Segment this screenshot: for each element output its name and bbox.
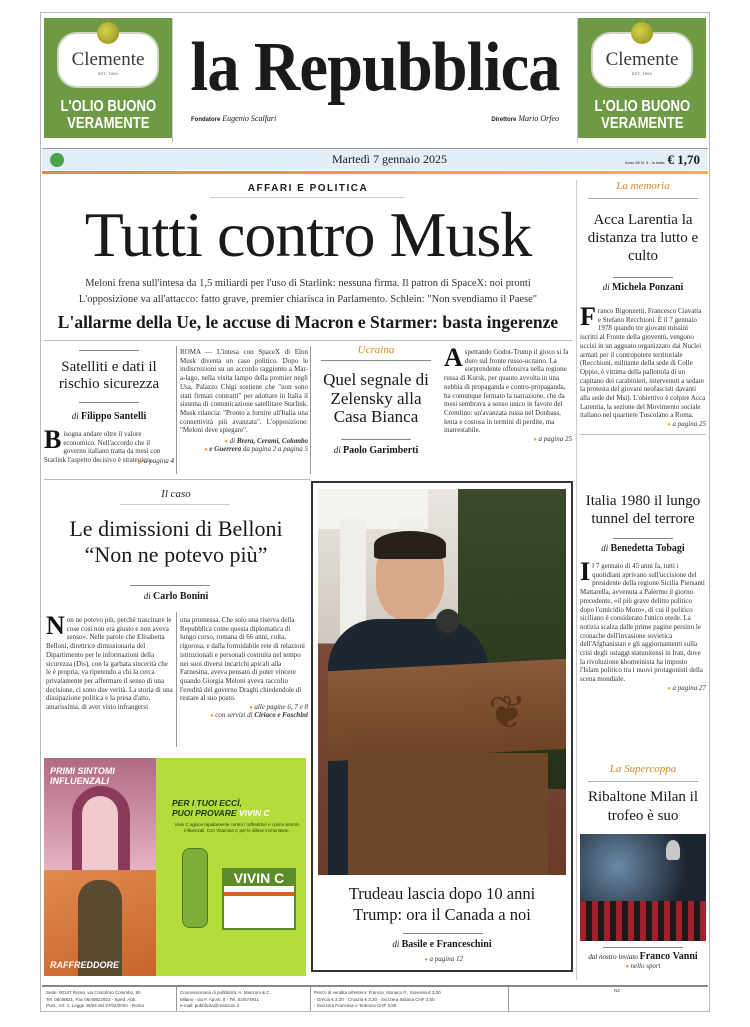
divider: [120, 504, 230, 505]
section-label: Il caso: [161, 488, 191, 500]
byline: di Paolo Garimberti: [333, 445, 419, 457]
footer-advertising: Concessionaria di pubblicità: A. Manzoni & C. Milano - via F. Aporti, 8 - Tel. 02/574941 e-mail: pubblicita@manzoni.it: [180, 990, 271, 1008]
footer-address: Sede: 00147 Roma, via Cristoforo Colombo, 90 Tel. 06/49821, Fax 06/49822923 - Sped. Abb. Post., Art. 1, Legge 46/04 del 27/02/2004 - Roma: [46, 990, 144, 1008]
services: ● con servizi di Ciriaco e Foschini: [180, 711, 308, 719]
article-headline[interactable]: Quel segnale di Zelensky alla Casa Bianca: [323, 370, 429, 427]
clemente-logo: [591, 32, 693, 88]
divider: [210, 197, 405, 198]
ad-brand: Clemente: [71, 48, 145, 70]
trudeau-headline[interactable]: Trudeau lascia dopo 10 anni Trump: ora il Canada a noi: [348, 884, 536, 924]
milan-photo[interactable]: [580, 834, 706, 941]
trudeau-feature: [311, 481, 573, 972]
ad-est: EST. 1885: [97, 70, 119, 76]
price-box: [625, 152, 700, 168]
article-body: Bisogna andare oltre il valore economico. Nell'accordo che il governo italiano tratta da mesi con Starlink l'aspetto decisivo è strategico.: [44, 425, 161, 465]
article-satelliti: [44, 342, 174, 465]
founder: Fondatore Eugenio Scalfari: [191, 114, 277, 123]
byline: di Carlo Bonini: [143, 591, 209, 602]
page-ref[interactable]: ● alle pagine 6, 7 e 8: [180, 703, 308, 711]
page-ref[interactable]: ● a pagina 25: [444, 435, 572, 443]
header-ad-right[interactable]: [578, 18, 706, 138]
director: Direttore Mario Orfeo: [491, 114, 559, 123]
ad-headline: PER I TUOI ECCÌ, PUOI PROVARE VIVIN C: [172, 798, 270, 818]
ad-est: EST. 1885: [631, 70, 653, 76]
divider: [176, 987, 177, 1011]
article-ucraina-body: [444, 343, 572, 444]
column-divider: [576, 180, 577, 980]
header-ad-left[interactable]: [44, 18, 172, 138]
divider: [310, 346, 311, 474]
byline: ● di Brera, Cerami, Colombo: [180, 437, 308, 445]
byline: di Michela Ponzani: [602, 282, 684, 293]
issue-date: Martedì 7 gennaio 2025: [331, 152, 447, 166]
newspaper-title[interactable]: la Repubblica: [190, 29, 560, 106]
recycle-icon: [50, 153, 64, 167]
lead-kicker: AFFARI E POLITICA: [247, 183, 369, 194]
sidebar-supercoppa: [580, 763, 706, 970]
issue-info: Anno 50 N. 5 - in Italia: [624, 159, 665, 165]
clemente-logo: [57, 32, 159, 88]
ad-slogan: L'OLIO BUONO VERAMENTE: [594, 98, 690, 132]
sidebar-italia1980: [580, 492, 706, 692]
second-headline[interactable]: L'allarme della Ue, le accuse di Macron e Starmer: basta ingerenze: [57, 312, 559, 332]
date-bar: [42, 148, 708, 170]
article-body: Aspettando Godot-Trump il gioco si fa duro sul fronte russo-ucraino. La sorprendente offensiva nella regione russa di Kursk, per quanto avvolta in una nebbia di propaganda e contro-propaganda, ha comunque fermato la narrazione, che da mesi sembrava a senso unico in favore del Cremlino: un'avanzata russa nel Donbass, lenta e costosa in termini di perdite, ma inarrestabile.: [444, 343, 569, 435]
maple-leaf-icon: ❦: [488, 685, 527, 739]
ad-slogan: L'OLIO BUONO VERAMENTE: [60, 98, 156, 132]
article-body: ROMA — L'intesa con SpaceX di Elon Musk diventa un caso politico. Dopo le indiscrezioni su un accordo raggiunto a Mar-a-lago, nella visita lampo della premier negli Usa, Palazzo Chigi sostiene che "non sono stati firmati contratti" per adottare in Italia il sistema di comunicazione satellitare Starlink. Musk rilancia: "Pronto a fornire all'Italia una connettività più avanzata". L'opposizione: "Meloni deve spiegare".: [180, 348, 308, 435]
vivin-c-ad[interactable]: [44, 758, 306, 976]
section-label: La Supercoppa: [609, 763, 677, 775]
page-ref[interactable]: ● e Guerrera da pagina 2 a pagina 5: [180, 445, 308, 453]
divider: [176, 346, 177, 474]
sidebar-memoria: [580, 180, 706, 435]
byline: di Basile e Franceschini: [392, 939, 492, 950]
microphone: [436, 609, 460, 633]
article-ucraina: [312, 342, 440, 456]
page-ref[interactable]: ● a pagina 12: [313, 955, 463, 963]
footer-code: NZ: [614, 988, 620, 993]
byline: dal nostro inviato Franco Vanni: [588, 951, 698, 962]
footer-divider: [42, 985, 708, 987]
article-headline[interactable]: Acca Larentia la distanza tra lutto e culto: [587, 212, 699, 264]
section-label: Ucraina: [357, 344, 395, 356]
lead-headline[interactable]: Tutti contro Musk: [84, 199, 532, 270]
divider: [310, 987, 311, 1011]
ad-brand: Clemente: [605, 48, 679, 70]
page-ref[interactable]: ● nello sport: [580, 962, 706, 970]
olive-icon: [97, 22, 119, 44]
ad-mascot: [182, 848, 208, 928]
article-headline[interactable]: Ribaltone Milan il trofeo è suo: [588, 789, 698, 824]
podium: [328, 659, 566, 761]
divider: [176, 612, 177, 747]
page-ref[interactable]: ● a pagina 4: [44, 457, 174, 465]
divider: [403, 933, 483, 934]
footer-prices: Prezzi di vendita all'estero: Francia, Monaco P., Slovenia € 3,00 - Grecia € 3,20 - Croazia € 3,20 - Svizzera Italiana CHF 3,50 - Svizzera Francese e Tedesca CHF 3,80: [314, 990, 441, 1008]
article-roma: [180, 348, 308, 453]
belloni-headline[interactable]: Le dimissioni di Belloni “Non ne potevo più”: [69, 516, 283, 567]
ad-cold: RAFFREDDORE: [50, 960, 119, 970]
divider: [130, 585, 210, 586]
article-body: Franco Bigonzetti, Francesco Ciavatta e Stefano Recchioni. È il 7 gennaio 1978 quando tre giovani missini iscritti al Fronte della gioventù, vengono uccisi in un agguato organizzato dai Nuclei armati per il contropotere territoriale (Recchioni, militante della sede di Colle Oppio, è vittima della pallottola di un capitano dei carabinieri, intervenuti a sedare la protesta dei giovani neofascisti davanti alla sede del Msi). L'obiettivo è colpire Acca Larentia, la sezione del Movimento sociale italiano nel quartiere Tuscolano a Roma.: [580, 302, 706, 420]
section-label: La memoria: [616, 180, 670, 192]
divider: [508, 987, 509, 1011]
ad-copy: Vivin C agisce rapidamente contro i raffreddori e i primi sintomi influenzali. Con Vitamina C per le difese immunitarie.: [174, 822, 300, 833]
ad-symptoms: PRIMI SINTOMI INFLUENZALI: [50, 766, 115, 786]
article-headline[interactable]: Italia 1980 il lungo tunnel del terrore: [585, 493, 701, 527]
byline: di Benedetta Tobagi: [601, 543, 685, 554]
article-body-col2: una promessa. Che solo una riserva della Repubblica come questa diplomatica di lungo corso, romana di 66 anni, colta, rigorosa, e dalla formidabile rete di relazioni istituzionali e personali costruita nel tempo nei suoi diversi incarichi apicali alla Farnesina, aveva pensato di poter vincere quando Giorgia Meloni aveva raccolto l'eredità del governo Draghi chiedendole di restare al suo posto. ● alle pagine 6, 7 e 8 ● con servizi di Ciriaco e Foschini: [180, 616, 308, 719]
article-body: Non ne potevo più, perché trascinare le cose così non era giusto e non aveva senso». Nelle parole che Elisabetta Belloni, direttrice dimissionaria del Dipartimento per le informazioni della sicurezza (Dis), con la garbata sincerità che le è propria, va ripetendo a chi la cerca privatamente per affermare il senso di una decisione, ci sono due verità. La storia di una dissipazione politica e la presa d'atto, amarissima, di aver visto infrangersi: [46, 611, 173, 712]
page-ref[interactable]: ● a pagina 25: [580, 420, 706, 428]
masthead: [172, 18, 578, 143]
orange-divider: [42, 171, 708, 174]
byline: di Filippo Santelli: [71, 411, 147, 422]
article-headline[interactable]: Satelliti e dati il rischio sicurezza: [58, 359, 160, 392]
divider: [44, 340, 572, 341]
ad-product-box: VIVIN C: [222, 868, 296, 930]
lead-subheadline: Meloni frena sull'intesa da 1,5 miliardi per l'uso di Starlink: nessuna firma. Il patron di SpaceX: noi pronti L'opposizione va all'attacco: fatto grave, premier chiarisca in Parlamento. Schlein: "Non svendiamo il Paese": [78, 278, 538, 305]
divider: [44, 479, 310, 480]
trudeau-photo[interactable]: [318, 489, 566, 875]
podium-base: [348, 753, 548, 875]
page-ref[interactable]: ● a pagina 27: [580, 684, 706, 692]
article-body: Il 7 gennaio di 45 anni fa, tutti i quotidiani aprivano sull'uccisione del presidente della regione Sicilia Piersanti Mattarella, avvenuta a Palermo il giorno precedente, «il più grave delitto politico dopo l'omicidio Moro», di cui il politico siciliano è considerato l'unico erede. La notizia scalza dalle prime pagine persino le cronache dell'invasione sovietica dell'Afghanistan e gli aggiornamenti sulla crisi degli ostaggi statunitensi in Iran, dove la rivoluzione khomeinista ha imposto l'Islam politico tra i nuovi protagonisti della scena mondiale.: [580, 557, 705, 684]
price: € 1,70: [667, 151, 700, 167]
olive-icon: [631, 22, 653, 44]
